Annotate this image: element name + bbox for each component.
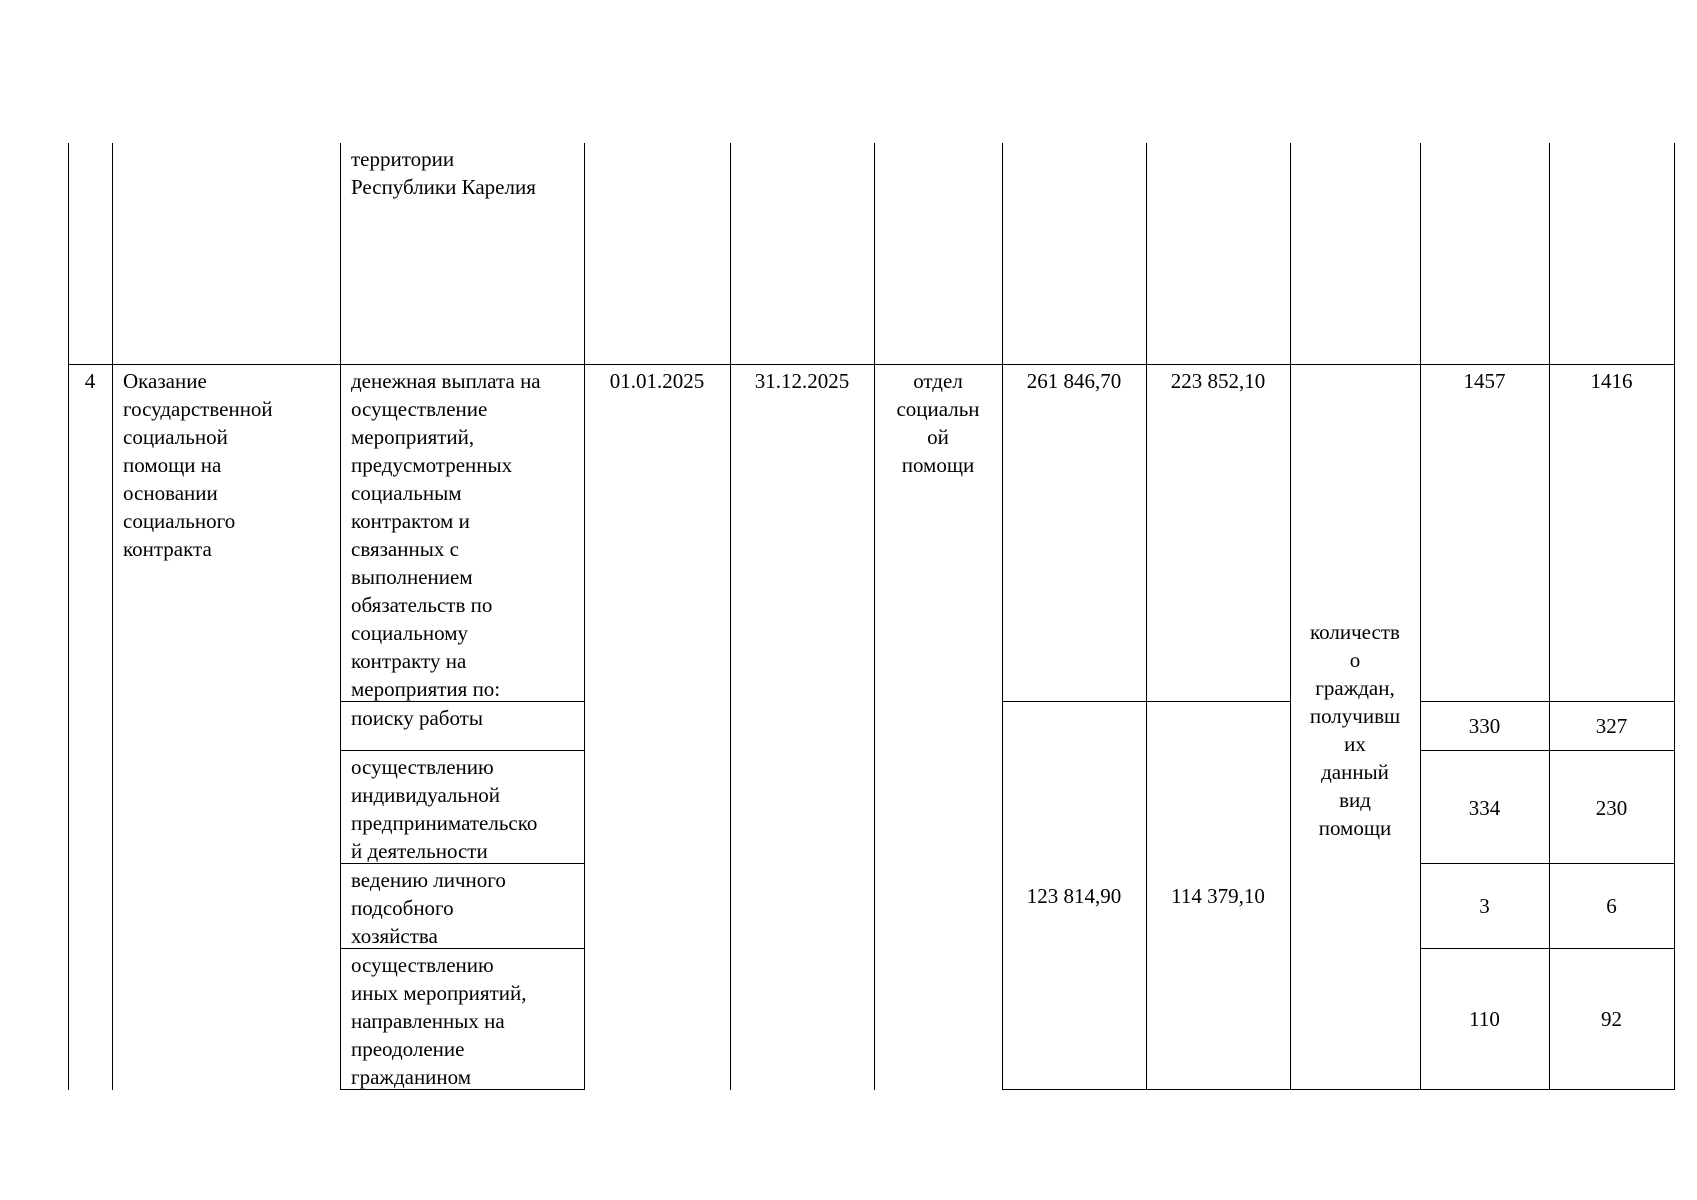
amount-plan: 261 846,70 [1026, 369, 1122, 393]
end-date: 31.12.2025 [754, 369, 850, 393]
col-border [730, 143, 731, 1090]
table-bottom-border [1002, 1089, 1675, 1090]
subrow-fact: 92 [1601, 1007, 1622, 1031]
col-border [1002, 143, 1003, 1090]
col-border [68, 143, 69, 1090]
indicator-name: количеств о граждан, получивш их данный вид помощи [1309, 620, 1401, 840]
subrow-fact: 6 [1606, 894, 1617, 918]
sub-amount-fact: 114 379,10 [1171, 884, 1265, 908]
subrow-label: ведению личного подсобного хозяйства [351, 868, 506, 948]
start-date: 01.01.2025 [609, 369, 705, 393]
cell-continued-text: территории Республики Карелия [351, 147, 536, 199]
event-name: Оказание государственной социальной помощи на основании социального контракта [123, 369, 273, 561]
subrow-label: поиску работы [351, 706, 483, 730]
subrow-border [1420, 948, 1675, 949]
subrow-border [1420, 863, 1675, 864]
col-border [1290, 143, 1291, 1090]
row-number: 4 [84, 369, 96, 393]
subrow-border [340, 750, 585, 751]
subrow-label: осуществлению иных мероприятий, направленных на преодоление гражданином [351, 953, 527, 1089]
subrow-plan: 334 [1468, 796, 1501, 820]
subrow-plan: 3 [1479, 894, 1490, 918]
subrow-plan: 330 [1468, 714, 1501, 738]
subrow-fact: 327 [1595, 714, 1628, 738]
col-border [1146, 143, 1147, 1090]
subrow-border [1420, 750, 1675, 751]
subrow-label: осуществлению индивидуальной предпринимательско й деятельности [351, 755, 538, 863]
subrow-fact: 230 [1595, 796, 1628, 820]
amount-fact: 223 852,10 [1170, 369, 1266, 393]
row-border [68, 364, 1675, 365]
indicator-fact: 1416 [1590, 369, 1633, 393]
col-border [112, 143, 113, 1090]
event-description: денежная выплата на осуществление мероприятий, предусмотренных социальным контрактом и связанных с выполнением обязательств по социальному контракту на мероприятия по: [351, 369, 541, 701]
indicator-plan: 1457 [1463, 369, 1506, 393]
sub-amount-plan: 123 814,90 [1026, 884, 1122, 908]
col-border [874, 143, 875, 1090]
subrow-plan: 110 [1469, 1007, 1500, 1031]
responsible-unit: отдел социальн ой помощи [896, 369, 980, 477]
subrow-border [1420, 701, 1675, 702]
subrow-border [1002, 701, 1291, 702]
